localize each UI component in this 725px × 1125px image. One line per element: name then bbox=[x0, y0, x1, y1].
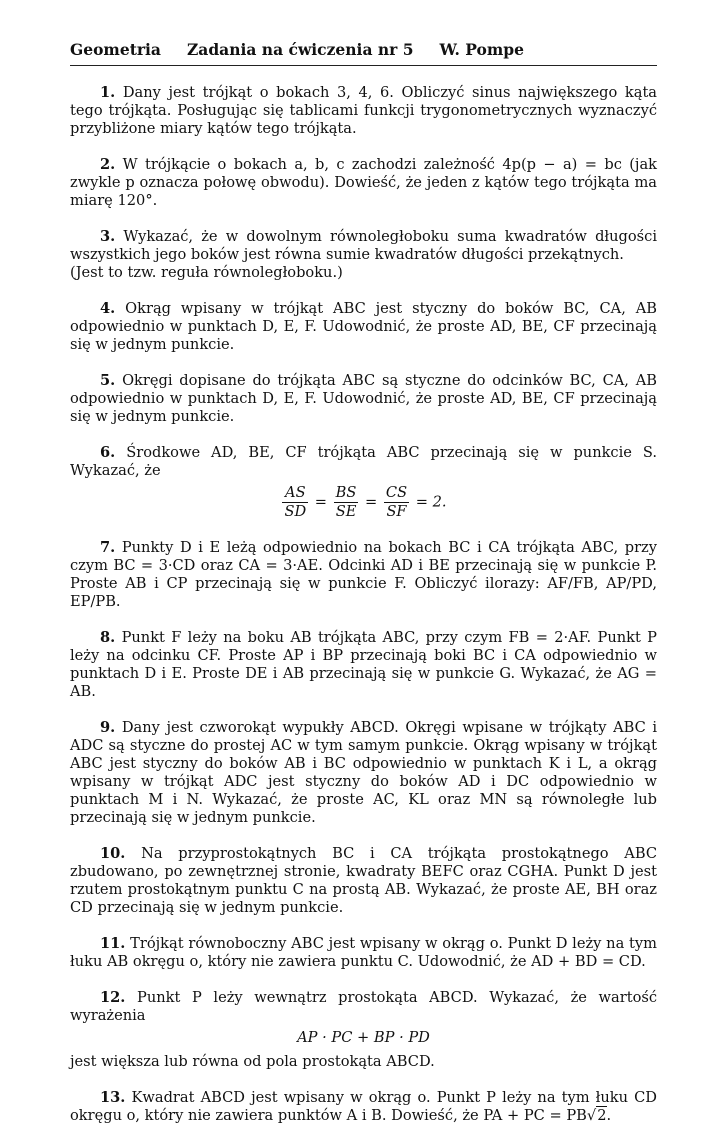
page-header bbox=[70, 40, 657, 66]
fraction: $\frac{BS}{SE}$ bbox=[335, 484, 357, 520]
problem-number: 6. bbox=[100, 444, 116, 461]
sqrt-symbol: √ bbox=[586, 1107, 597, 1124]
problem-number: 7. bbox=[100, 539, 116, 556]
problem-text: Dany jest czworokąt wypukły ABCD. Okręgi wpisane w trójkąty ABC i ADC są styczne do prostej AC w tym samym punkcie. Okrąg wpisany w trójkąt ABC jest styczny do boków AB i BC odpowiednio w punktach K i L, a okrąg wpisany w trójkąt ADC jest styczny do boków AD i DC odpowiednio w punktach M i N. Wykazać, że proste AC, KL oraz MN są równoległe lub przecinają się w jednym punkcie. bbox=[70, 719, 658, 826]
problem-12 bbox=[70, 989, 657, 1071]
problem-text: Trójkąt równoboczny ABC jest wpisany w okrąg o. Punkt D leży na tym łuku AB okręgu o, który nie zawiera punktu C. Udowodnić, że AD + BD = CD. bbox=[70, 935, 657, 970]
problem-number: 2. bbox=[100, 156, 116, 173]
problem-3 bbox=[70, 228, 657, 282]
formula-result: = 2. bbox=[415, 493, 447, 511]
fraction: $\frac{CS}{SF}$ bbox=[385, 484, 408, 520]
header-title: Zadania na ćwiczenia nr 5 bbox=[186, 40, 414, 59]
problem-4 bbox=[70, 300, 657, 354]
header-subject: Geometria bbox=[70, 40, 161, 59]
problem-7 bbox=[70, 539, 657, 611]
problem-text: Środkowe AD, BE, CF trójkąta ABC przecinają się w punkcie S. Wykazać, że bbox=[70, 444, 657, 479]
problem-note: (Jest to tzw. reguła równoległoboku.) bbox=[70, 264, 343, 281]
problem-text-after: jest większa lub równa od pola prostokąta ABCD. bbox=[70, 1053, 435, 1070]
problem-2 bbox=[70, 156, 657, 210]
ratio-formula: $\frac{AS}{SD}$ = $\frac{BS}{SE}$ = $\frac{CS}{SF}$ = 2. bbox=[284, 484, 447, 520]
fraction: $\frac{AS}{SD}$ bbox=[284, 484, 307, 520]
problem-10 bbox=[70, 845, 657, 917]
problem-text: Okrąg wpisany w trójkąt ABC jest styczny do boków BC, CA, AB odpowiednio w punktach D, E, F. Udowodnić, że proste AD, BE, CF przecinają się w jednym punkcie. bbox=[70, 300, 658, 353]
problem-text: Punkty D i E leżą odpowiednio na bokach BC i CA trójkąta ABC, przy czym BC = 3·CD oraz CA = 3·AE. Odcinki AD i BE przecinają się w punkcie P. Proste AB i CP przecinają się w punkcie F. Obliczyć ilorazy: AF/FB, AP/PD, EP/PB. bbox=[70, 539, 657, 610]
problem-end: . bbox=[606, 1107, 612, 1124]
problem-text: Dany jest trójkąt o bokach 3, 4, 6. Obliczyć sinus największego kąta tego trójkąta. Posługując się tablicami funkcji trygonometrycznych wyznaczyć przybliżone miary kątów tego trójkąta. bbox=[70, 84, 658, 137]
expression-formula: AP · PC + BP · PD bbox=[297, 1029, 430, 1046]
problem-8 bbox=[70, 629, 657, 701]
problem-text: Punkt F leży na boku AB trójkąta ABC, przy czym FB = 2·AF. Punkt P leży na odcinku CF. Proste AP i BP przecinają boki BC i CA odpowiednio w punktach D i E. Proste DE i AB przecinają się w punkcie G. Wykazać, że AG = AB. bbox=[70, 629, 657, 700]
problem-text: Kwadrat ABCD jest wpisany w okrąg o. Punkt P leży na tym łuku CD okręgu o, który nie zawiera punktów A i B. Dowieść, że PA + PC = PB bbox=[70, 1089, 658, 1124]
problem-number: 3. bbox=[100, 228, 116, 245]
problem-text: Na przyprostokątnych BC i CA trójkąta prostokątnego ABC zbudowano, po zewnętrznej stronie, kwadraty BEFC oraz CGHA. Punkt D jest rzutem prostokątnym punktu C na prostą AB. Wykazać, że proste AE, BH oraz CD przecinają się w jednym punkcie. bbox=[70, 845, 657, 916]
problem-1 bbox=[70, 84, 657, 138]
problem-text: Okręgi dopisane do trójkąta ABC są styczne do odcinków BC, CA, AB odpowiednio w punktach D, E, F. Udowodnić, że proste AD, BE, CF przecinają się w jednym punkcie. bbox=[70, 372, 657, 425]
problem-number: 1. bbox=[100, 84, 116, 101]
problem-6 bbox=[70, 444, 657, 521]
problem-number: 10. bbox=[100, 845, 126, 862]
problem-9 bbox=[70, 719, 657, 827]
problem-5 bbox=[70, 372, 657, 426]
problem-11 bbox=[70, 935, 657, 971]
header-author: W. Pompe bbox=[439, 40, 524, 59]
problem-13 bbox=[70, 1089, 657, 1125]
document-page bbox=[70, 40, 657, 1125]
problem-text: Punkt P leży wewnątrz prostokąta ABCD. Wykazać, że wartość wyrażenia bbox=[70, 989, 658, 1024]
problem-number: 13. bbox=[100, 1089, 126, 1106]
problem-number: 5. bbox=[100, 372, 116, 389]
problem-text: W trójkącie o bokach a, b, c zachodzi zależność 4p(p − a) = bc (jak zwykle p oznacza połowę obwodu). Dowieść, że jeden z kątów tego trójkąta ma miarę 120°. bbox=[70, 156, 658, 209]
problem-number: 9. bbox=[100, 719, 116, 736]
problem-number: 4. bbox=[100, 300, 116, 317]
sqrt-value: 2 bbox=[597, 1107, 607, 1124]
problem-number: 11. bbox=[100, 935, 126, 952]
problem-number: 12. bbox=[100, 989, 126, 1006]
problem-number: 8. bbox=[100, 629, 116, 646]
problem-text: Wykazać, że w dowolnym równoległoboku suma kwadratów długości wszystkich jego boków jest równa sumie kwadratów długości przekątnych. bbox=[70, 228, 658, 263]
